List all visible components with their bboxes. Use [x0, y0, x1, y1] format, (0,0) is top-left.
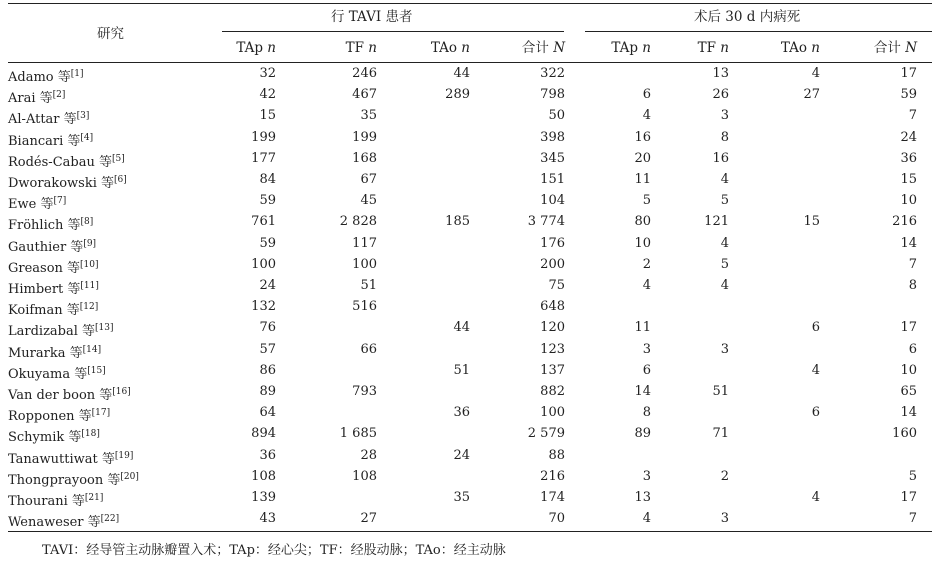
column-header-unit: n	[368, 40, 377, 56]
value-cell: 123	[540, 341, 565, 357]
value-cell: 4	[720, 235, 729, 251]
study-name: Rodés-Cabau 等	[8, 154, 112, 170]
study-name: Gauthier 等	[8, 239, 84, 255]
value-cell: 3	[642, 341, 651, 357]
study-name: Tanawuttiwat 等	[8, 451, 115, 467]
value-cell: 45	[360, 193, 377, 209]
value-cell: 16	[634, 129, 651, 145]
value-cell: 3	[720, 341, 729, 357]
value-cell: 8	[908, 278, 917, 293]
value-cell: 5	[642, 193, 651, 209]
study-name-cell	[8, 66, 84, 86]
reference-number: [9]	[83, 238, 97, 249]
value-cell: 76	[259, 320, 276, 336]
reference-number: [3]	[76, 111, 90, 122]
value-cell: 27	[360, 511, 377, 527]
study-name-cell	[8, 363, 106, 383]
value-cell: 177	[251, 150, 276, 166]
study-name: Van der boon 等	[8, 388, 113, 403]
study-name-cell	[8, 257, 99, 277]
value-cell: 894	[251, 426, 276, 442]
reference-number: [14]	[82, 344, 102, 355]
value-cell: 14	[634, 384, 651, 399]
value-cell: 59	[259, 193, 276, 209]
value-cell: 117	[352, 235, 377, 251]
value-cell: 35	[360, 108, 377, 124]
value-cell: 4	[811, 362, 820, 378]
value-cell: 89	[259, 384, 276, 399]
column-header-unit: N	[553, 40, 565, 56]
value-cell: 80	[634, 214, 651, 230]
value-cell: 35	[453, 490, 470, 505]
value-cell: 345	[540, 150, 565, 166]
reference-number: [2]	[52, 90, 66, 101]
value-cell: 44	[453, 320, 470, 336]
study-name: Koifman 等	[8, 303, 80, 319]
reference-number: [13]	[95, 323, 114, 334]
value-cell: 5	[720, 256, 729, 272]
study-name: Schymik 等	[8, 430, 82, 446]
reference-number: [10]	[80, 259, 99, 270]
reference-number: [1]	[70, 69, 84, 79]
study-name-cell	[8, 405, 110, 425]
value-cell: 4	[720, 172, 729, 187]
reference-number: [17]	[91, 408, 111, 419]
column-header-name: TAp	[611, 40, 638, 56]
study-name-cell	[8, 469, 139, 489]
column-header-name: TAp	[236, 40, 263, 56]
header-bottom-rule	[8, 62, 932, 63]
value-cell: 151	[540, 172, 565, 187]
column-header-unit: n	[642, 40, 651, 56]
value-cell: 36	[900, 150, 917, 166]
value-cell: 185	[445, 214, 470, 230]
value-cell: 24	[900, 129, 917, 145]
value-cell: 36	[259, 447, 276, 463]
study-name-cell	[8, 214, 93, 234]
value-cell: 7	[908, 108, 917, 124]
value-cell: 88	[548, 447, 565, 463]
value-cell: 120	[540, 320, 565, 336]
value-cell: 3	[720, 511, 729, 527]
value-cell: 6	[811, 405, 820, 421]
value-cell: 67	[360, 172, 377, 187]
study-name-cell	[8, 511, 119, 531]
study-name-cell	[8, 172, 127, 192]
value-cell: 84	[259, 172, 276, 187]
study-name-cell	[8, 151, 125, 171]
study-name-cell	[8, 87, 65, 107]
value-cell: 289	[445, 87, 470, 103]
value-cell: 36	[453, 405, 470, 421]
value-cell: 20	[634, 150, 651, 166]
reference-number: [8]	[80, 217, 94, 228]
value-cell: 66	[360, 341, 377, 357]
study-name: Murarka 等	[8, 345, 83, 361]
column-header-unit: n	[720, 40, 729, 56]
value-cell: 16	[712, 150, 729, 166]
value-cell: 467	[352, 87, 377, 103]
value-cell: 4	[811, 66, 820, 81]
column-header	[346, 40, 377, 56]
reference-number: [21]	[84, 493, 104, 503]
value-cell: 216	[892, 214, 917, 230]
value-cell: 59	[259, 235, 276, 251]
value-cell: 70	[548, 511, 565, 527]
group-rule-patients	[222, 31, 564, 32]
value-cell: 64	[259, 405, 276, 421]
table-bottom-rule	[8, 531, 932, 532]
study-name: Thongprayoon 等	[8, 472, 121, 488]
value-cell: 882	[540, 384, 565, 399]
value-cell: 322	[540, 66, 565, 81]
value-cell: 10	[900, 193, 917, 209]
study-name: Wenaweser 等	[8, 515, 101, 531]
study-name: Arai 等	[8, 91, 53, 107]
study-name: Lardizabal 等	[8, 324, 96, 340]
column-header-name: TF	[697, 40, 716, 56]
study-name: Dworakowski 等	[8, 176, 115, 191]
reference-number: [11]	[80, 281, 99, 291]
study-name-cell	[8, 384, 131, 404]
study-name-cell	[8, 193, 66, 213]
value-cell: 121	[704, 214, 729, 230]
value-cell: 4	[811, 490, 820, 505]
study-name-cell	[8, 426, 100, 446]
value-cell: 6	[642, 362, 651, 378]
study-name: Thourani 等	[8, 494, 85, 509]
value-cell: 57	[259, 341, 276, 357]
value-cell: 13	[712, 66, 729, 81]
value-cell: 108	[251, 468, 276, 484]
value-cell: 200	[540, 256, 565, 272]
value-cell: 10	[634, 235, 651, 251]
value-cell: 199	[251, 129, 276, 145]
value-cell: 11	[634, 172, 651, 187]
table-top-rule	[8, 3, 932, 4]
value-cell: 44	[453, 66, 470, 81]
value-cell: 216	[540, 468, 565, 484]
column-header-name: TAo	[430, 40, 457, 56]
study-name-cell	[8, 320, 114, 340]
value-cell: 28	[360, 447, 377, 463]
table-footnote: TAVI：经导管主动脉瓣置入术；TAp：经心尖；TF：经股动脉；TAo：经主动脉	[42, 543, 506, 558]
study-column-header: 研究	[97, 26, 124, 42]
value-cell: 3 774	[527, 214, 565, 230]
value-cell: 24	[453, 447, 470, 463]
study-name-cell	[8, 236, 96, 256]
study-name: Ropponen 等	[8, 409, 92, 425]
value-cell: 42	[259, 87, 276, 103]
column-header-unit: n	[461, 40, 470, 56]
reference-number: [4]	[80, 132, 94, 143]
value-cell: 108	[352, 468, 377, 484]
value-cell: 51	[453, 362, 470, 378]
value-cell: 793	[352, 384, 377, 399]
column-header	[236, 40, 276, 56]
value-cell: 246	[352, 66, 377, 81]
value-cell: 26	[712, 87, 729, 103]
group-header-deaths: 术后 30 d 内病死	[694, 9, 801, 25]
value-cell: 71	[712, 426, 729, 442]
study-name-cell	[8, 299, 98, 319]
value-cell: 5	[908, 468, 917, 484]
reference-number: [15]	[87, 365, 106, 376]
value-cell: 43	[259, 511, 276, 527]
reference-number: [6]	[114, 175, 127, 185]
study-name-cell	[8, 342, 101, 362]
value-cell: 6	[811, 320, 820, 336]
value-cell: 4	[642, 108, 651, 124]
value-cell: 516	[352, 299, 377, 315]
value-cell: 199	[352, 129, 377, 145]
value-cell: 86	[259, 362, 276, 378]
reference-number: [19]	[114, 450, 134, 461]
value-cell: 168	[352, 150, 377, 166]
column-header	[611, 40, 651, 56]
value-cell: 100	[352, 256, 377, 272]
value-cell: 15	[259, 108, 276, 124]
value-cell: 104	[540, 193, 565, 209]
value-cell: 4	[720, 278, 729, 293]
value-cell: 11	[634, 320, 651, 336]
value-cell: 89	[634, 426, 651, 442]
value-cell: 10	[900, 362, 917, 378]
study-name-cell	[8, 490, 103, 510]
value-cell: 2	[720, 468, 729, 484]
value-cell: 17	[900, 320, 917, 336]
column-header-name: TAo	[780, 40, 807, 56]
value-cell: 137	[540, 362, 565, 378]
value-cell: 51	[360, 278, 377, 293]
value-cell: 15	[803, 214, 820, 230]
column-header	[874, 40, 917, 56]
column-header	[431, 40, 470, 56]
value-cell: 176	[540, 235, 565, 251]
value-cell: 4	[642, 511, 651, 527]
group-header-patients: 行 TAVI 患者	[331, 9, 413, 25]
value-cell: 17	[900, 66, 917, 81]
study-name: Biancari 等	[8, 133, 81, 149]
column-header-name: TF	[345, 40, 364, 56]
value-cell: 13	[634, 490, 651, 505]
value-cell: 50	[548, 108, 565, 124]
column-header-name: 合计	[873, 40, 901, 56]
value-cell: 761	[251, 214, 276, 230]
column-header-unit: n	[811, 40, 820, 56]
value-cell: 8	[642, 405, 651, 421]
reference-number: [22]	[100, 514, 120, 525]
study-name: Ewe 等	[8, 197, 54, 213]
study-name-cell	[8, 278, 99, 298]
value-cell: 100	[540, 405, 565, 421]
value-cell: 24	[259, 278, 276, 293]
value-cell: 7	[908, 511, 917, 527]
value-cell: 174	[540, 490, 565, 505]
value-cell: 2	[642, 256, 651, 272]
value-cell: 398	[540, 129, 565, 145]
value-cell: 2 828	[339, 214, 377, 230]
value-cell: 59	[900, 87, 917, 103]
value-cell: 3	[642, 468, 651, 484]
value-cell: 798	[540, 87, 565, 103]
group-rule-deaths	[585, 31, 932, 32]
value-cell: 6	[908, 341, 917, 357]
reference-number: [18]	[81, 429, 100, 440]
study-name: Al-Attar 等	[8, 112, 77, 128]
value-cell: 32	[259, 66, 276, 81]
reference-number: [5]	[111, 153, 125, 164]
column-header-name: 合计	[521, 40, 549, 56]
value-cell: 15	[900, 172, 917, 187]
column-header	[522, 40, 565, 56]
value-cell: 75	[548, 278, 565, 293]
column-header-unit: n	[267, 40, 276, 56]
reference-number: [12]	[79, 302, 99, 313]
reference-number: [7]	[53, 196, 67, 207]
value-cell: 139	[251, 490, 276, 505]
study-name-cell	[8, 130, 93, 150]
value-cell: 160	[892, 426, 917, 442]
value-cell: 65	[900, 384, 917, 399]
value-cell: 4	[642, 278, 651, 293]
value-cell: 51	[712, 384, 729, 399]
value-cell: 14	[900, 405, 917, 421]
reference-number: [16]	[112, 387, 131, 397]
column-header-unit: N	[905, 40, 917, 56]
value-cell: 1 685	[339, 426, 377, 442]
study-name: Himbert 等	[8, 282, 81, 297]
value-cell: 6	[642, 87, 651, 103]
value-cell: 132	[251, 299, 276, 315]
column-header	[698, 40, 729, 56]
column-header	[781, 40, 820, 56]
value-cell: 2 579	[527, 426, 565, 442]
value-cell: 14	[900, 235, 917, 251]
study-name: Fröhlich 等	[8, 218, 81, 234]
value-cell: 100	[251, 256, 276, 272]
reference-number: [20]	[120, 471, 139, 482]
value-cell: 5	[720, 193, 729, 209]
value-cell: 3	[720, 108, 729, 124]
study-name: Okuyama 等	[8, 366, 88, 382]
value-cell: 17	[900, 490, 917, 505]
study-name-cell	[8, 448, 133, 468]
value-cell: 8	[720, 129, 729, 145]
value-cell: 7	[908, 256, 917, 272]
study-name-cell	[8, 108, 89, 128]
value-cell: 648	[540, 299, 565, 315]
value-cell: 27	[803, 87, 820, 103]
study-name: Adamo 等	[8, 70, 71, 85]
study-name: Greason 等	[8, 260, 81, 276]
